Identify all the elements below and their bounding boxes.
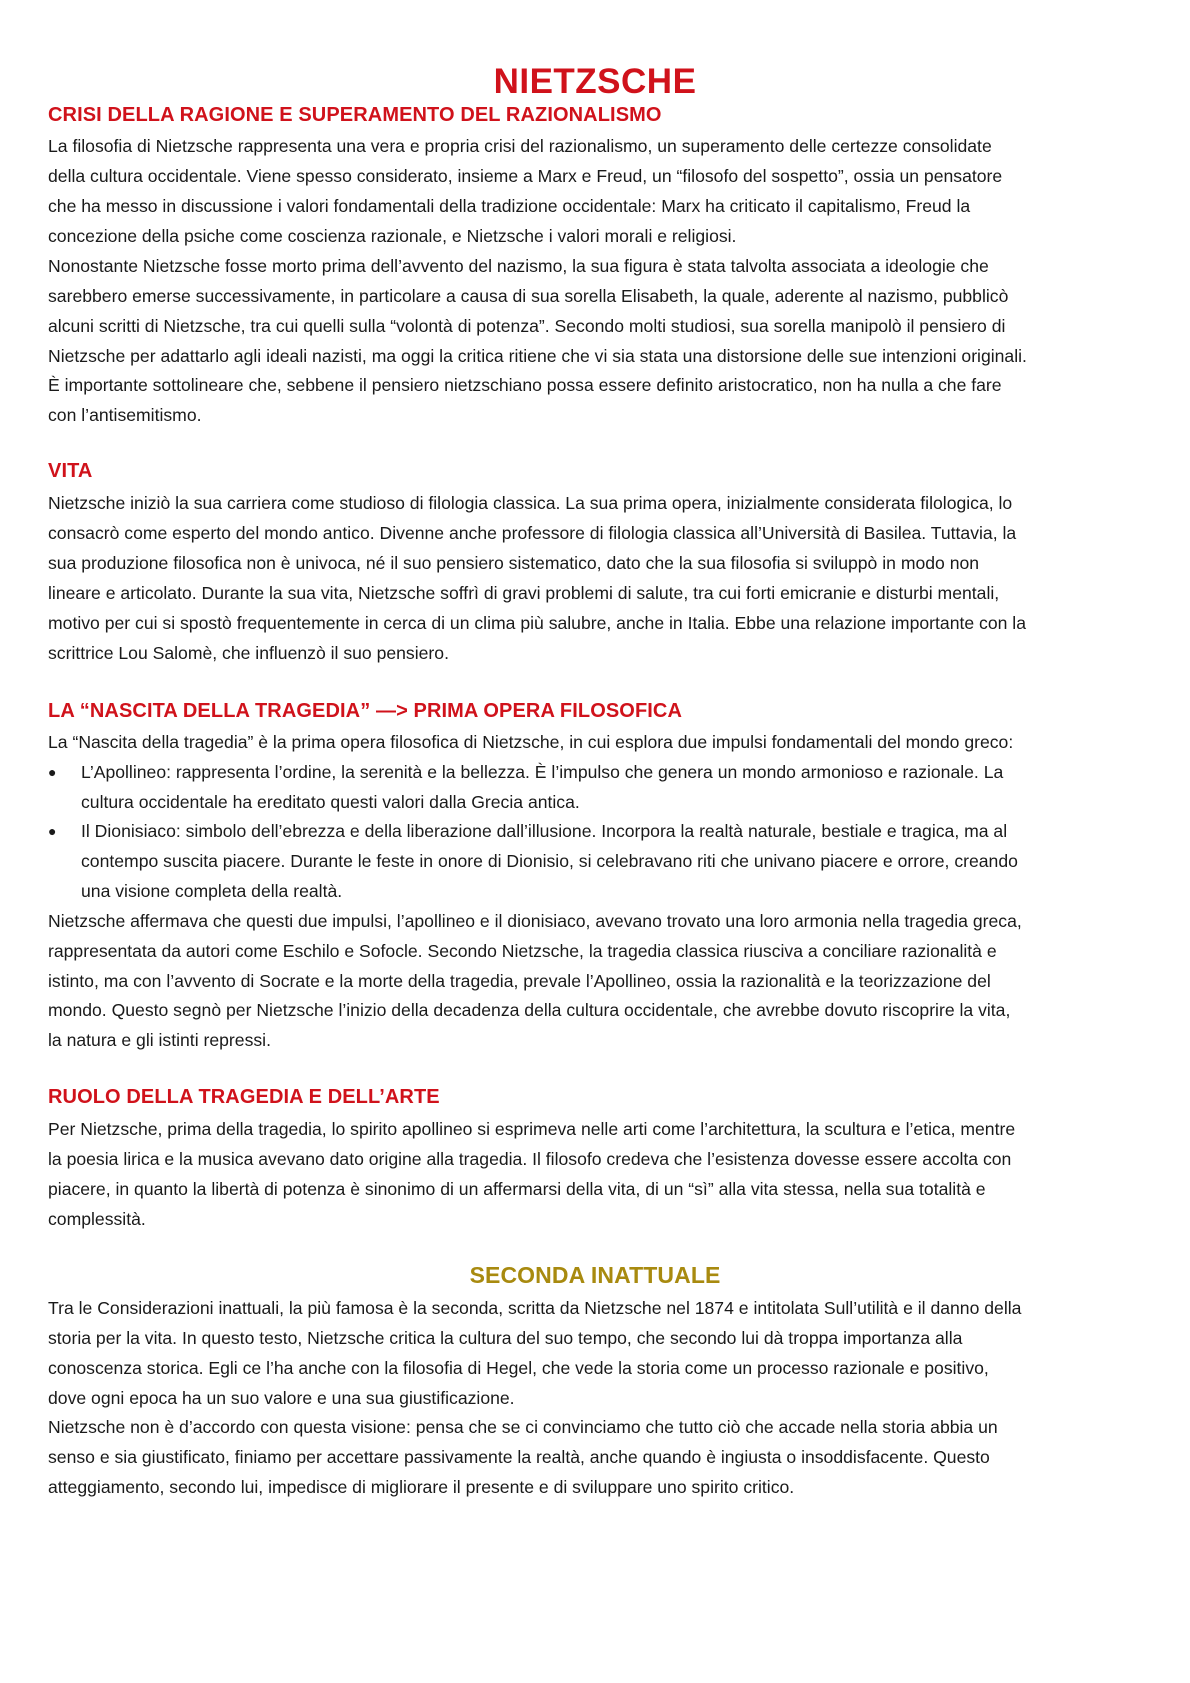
- text-line: È importante sottolineare che, sebbene il pensiero nietzschiano possa essere definito aristocratico, non ha nulla a che fare: [48, 375, 1002, 395]
- text-line: rappresentata da autori come Eschilo e Sofocle. Secondo Nietzsche, la tragedia classica riusciva a conciliare razionalità e: [48, 941, 997, 961]
- text-line: con l’antisemitismo.: [48, 405, 202, 425]
- text-line: una visione completa della realtà.: [81, 881, 343, 901]
- bullet-dot-icon: ●: [48, 764, 57, 780]
- text-line: motivo per cui si spostò frequentemente in cerca di un clima più salubre, anche in Italia. Ebbe una relazione importante con la: [48, 613, 1026, 633]
- text-line: che ha messo in discussione i valori fondamentali della tradizione occidentale: Marx ha criticato il capitalismo, Freud la: [48, 196, 971, 216]
- text-line: conoscenza storica. Egli ce l’ha anche con la filosofia di Hegel, che vede la storia come un processo razionale e positivo,: [48, 1358, 989, 1378]
- document-title: NIETZSCHE: [493, 62, 697, 101]
- text-line: Nietzsche per adattarlo agli ideali nazisti, ma oggi la critica ritiene che vi sia stata una distorsione delle sue intenzioni originali.: [48, 346, 1027, 366]
- text-line: L’Apollineo: rappresenta l’ordine, la serenità e la bellezza. È l’impulso che genera un mondo armonioso e razionale. La: [81, 762, 1004, 782]
- text-line: concezione della psiche come coscienza razionale, e Nietzsche i valori morali e religiosi.: [48, 226, 737, 246]
- text-line: consacrò come esperto del mondo antico. Divenne anche professore di filologia classica all’Università di Basilea. Tuttavia, la: [48, 523, 1017, 543]
- text-line: Nietzsche iniziò la sua carriera come studioso di filologia classica. La sua prima opera, inizialmente considerata filologica, lo: [48, 493, 1013, 513]
- text-line: sarebbero emerse successivamente, in particolare a causa di sua sorella Elisabeth, la quale, aderente al nazismo, pubblicò: [48, 286, 1009, 306]
- text-line: alcuni scritti di Nietzsche, tra cui quelli sulla “volontà di potenza”. Secondo molti studiosi, sua sorella manipolò il pensiero di: [48, 316, 1006, 336]
- text-line: la natura e gli istinti repressi.: [48, 1030, 271, 1050]
- text-line: lineare e articolato. Durante la sua vita, Nietzsche soffrì di gravi problemi di salute, tra cui forti emicranie e disturbi mentali,: [48, 583, 1000, 603]
- bullet-dot-icon: ●: [48, 823, 57, 839]
- text-line: complessità.: [48, 1209, 146, 1229]
- text-line: Nietzsche affermava che questi due impulsi, l’apollineo e il dionisiaco, avevano trovato una loro armonia nella tragedia greca,: [48, 911, 1022, 931]
- text-line: senso e sia giustificato, finiamo per accettare passivamente la realtà, anche quando è ingiusta o insoddisfacente. Questo: [48, 1447, 990, 1467]
- section-heading-crisi: CRISI DELLA RAGIONE E SUPERAMENTO DEL RAZIONALISMO: [48, 104, 662, 126]
- section-heading-ruolo-tragedia: RUOLO DELLA TRAGEDIA E DELL’ARTE: [48, 1086, 440, 1108]
- text-line: piacere, in quanto la libertà di potenza è sinonimo di un affermarsi della vita, di un “sì” alla vita stessa, nella sua totalità e: [48, 1179, 986, 1199]
- text-line: mondo. Questo segnò per Nietzsche l’inizio della decadenza della cultura occidentale, che avrebbe dovuto riscoprire la vita,: [48, 1000, 1011, 1020]
- text-line: La “Nascita della tragedia” è la prima opera filosofica di Nietzsche, in cui esplora due impulsi fondamentali del mondo greco:: [48, 732, 1014, 752]
- section-heading-vita: VITA: [48, 460, 93, 482]
- text-line: Nietzsche non è d’accordo con questa visione: pensa che se ci convinciamo che tutto ciò che accade nella storia abbia un: [48, 1417, 998, 1437]
- text-line: cultura occidentale ha ereditato questi valori dalla Grecia antica.: [81, 792, 580, 812]
- section-heading-seconda-inattuale: SECONDA INATTUALE: [469, 1262, 721, 1288]
- text-line: dove ogni epoca ha un suo valore e una sua giustificazione.: [48, 1388, 515, 1408]
- text-line: storia per la vita. In questo testo, Nietzsche critica la cultura del suo tempo, che secondo lui dà troppa importanza alla: [48, 1328, 963, 1348]
- text-line: scrittrice Lou Salomè, che influenzò il suo pensiero.: [48, 643, 449, 663]
- text-line: della cultura occidentale. Viene spesso considerato, insieme a Marx e Freud, un “filosofo del sospetto”, ossia un pensatore: [48, 166, 1003, 186]
- text-line: Il Dionisiaco: simbolo dell’ebrezza e della liberazione dall’illusione. Incorpora la realtà naturale, bestiale e tragica, ma al: [81, 821, 1008, 841]
- text-line: Tra le Considerazioni inattuali, la più famosa è la seconda, scritta da Nietzsche nel 1874 e intitolata Sull’utilità e il danno della: [48, 1298, 1022, 1318]
- text-line: Nonostante Nietzsche fosse morto prima dell’avvento del nazismo, la sua figura è stata talvolta associata a ideologie che: [48, 256, 989, 276]
- text-line: contempo suscita piacere. Durante le feste in onore di Dionisio, si celebravano riti che univano piacere e orrore, creando: [81, 851, 1018, 871]
- text-line: atteggiamento, secondo lui, impedisce di migliorare il presente e di sviluppare uno spirito critico.: [48, 1477, 795, 1497]
- text-line: istinto, ma con l’avvento di Socrate e la morte della tragedia, prevale l’Apollineo, ossia la razionalità e la teorizzazione del: [48, 971, 991, 991]
- section-heading-nascita-tragedia: LA “NASCITA DELLA TRAGEDIA” —> PRIMA OPERA FILOSOFICA: [48, 700, 683, 722]
- text-line: la poesia lirica e la musica avevano dato origine alla tragedia. Il filosofo credeva che l’esistenza dovesse essere accolta con: [48, 1149, 1012, 1169]
- text-line: Per Nietzsche, prima della tragedia, lo spirito apollineo si esprimeva nelle arti come l’architettura, la scultura e l’etica, mentre: [48, 1119, 1016, 1139]
- text-line: La filosofia di Nietzsche rappresenta una vera e propria crisi del razionalismo, un superamento delle certezze consolidate: [48, 136, 992, 156]
- text-line: sua produzione filosofica non è univoca, né il suo pensiero sistematico, dato che la sua filosofia si sviluppò in modo non: [48, 553, 980, 573]
